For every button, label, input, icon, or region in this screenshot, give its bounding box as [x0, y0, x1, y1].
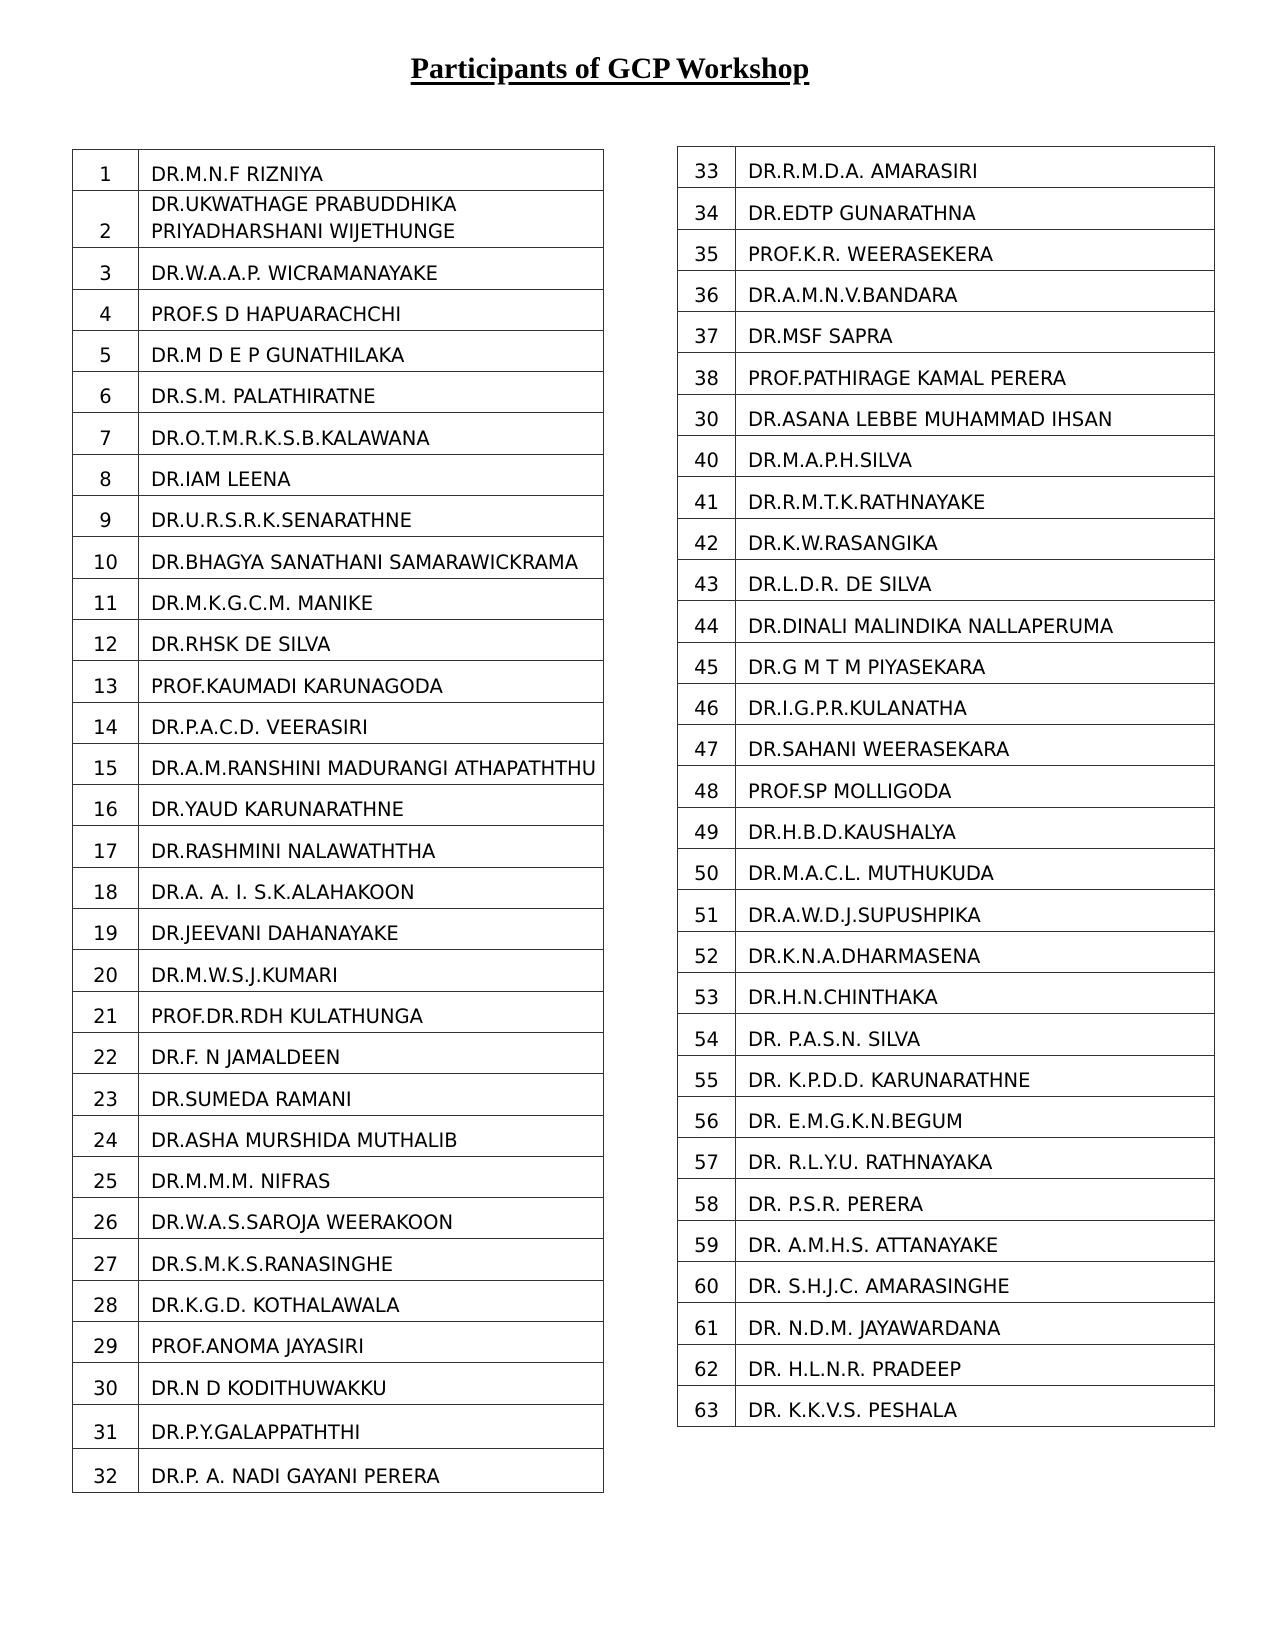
participants-table-left-body — [73, 150, 604, 1493]
participant-number: 30 — [678, 394, 736, 435]
participant-number: 62 — [678, 1344, 736, 1385]
participant-number: 21 — [73, 991, 139, 1032]
table-row — [678, 1344, 1215, 1385]
participant-number: 29 — [73, 1322, 139, 1363]
table-row — [73, 1363, 604, 1404]
participant-number: 8 — [73, 454, 139, 495]
participant-number: 44 — [678, 601, 736, 642]
participant-name: DR.MSF SAPRA — [736, 312, 1215, 353]
table-row — [73, 1322, 604, 1363]
participant-name: DR.ASHA MURSHIDA MUTHALIB — [139, 1115, 604, 1156]
table-row — [73, 413, 604, 454]
participant-name: DR. A.M.H.S. ATTANAYAKE — [736, 1220, 1215, 1261]
participant-name: DR.U.R.S.R.K.SENARATHNE — [139, 496, 604, 537]
participant-name: DR. R.L.Y.U. RATHNAYAKA — [736, 1138, 1215, 1179]
table-row — [678, 436, 1215, 477]
participant-number: 14 — [73, 702, 139, 743]
table-row — [73, 1074, 604, 1115]
participant-name: DR.M.A.P.H.SILVA — [736, 436, 1215, 477]
participant-number: 32 — [73, 1448, 139, 1492]
participant-name: DR.K.W.RASANGIKA — [736, 518, 1215, 559]
participant-name: DR.M.W.S.J.KUMARI — [139, 950, 604, 991]
participant-name: DR.M.N.F RIZNIYA — [139, 150, 604, 191]
participants-table-left — [72, 149, 604, 1493]
table-row — [73, 702, 604, 743]
table-row — [678, 270, 1215, 311]
table-row — [678, 229, 1215, 270]
participant-name: DR.G M T M PIYASEKARA — [736, 642, 1215, 683]
table-row — [678, 1014, 1215, 1055]
participant-number: 9 — [73, 496, 139, 537]
table-row — [678, 1262, 1215, 1303]
participant-number: 38 — [678, 353, 736, 394]
table-row — [73, 909, 604, 950]
table-row — [73, 785, 604, 826]
participant-name: DR.BHAGYA SANATHANI SAMARAWICKRAMA — [139, 537, 604, 578]
participant-name: DR.RASHMINI NALAWATHTHA — [139, 826, 604, 867]
participant-number: 11 — [73, 578, 139, 619]
table-row — [73, 289, 604, 330]
table-row — [678, 477, 1215, 518]
participant-name: DR.P.Y.GALAPPATHTHI — [139, 1404, 604, 1448]
table-row — [73, 1280, 604, 1321]
participant-number: 37 — [678, 312, 736, 353]
participant-name: DR.SUMEDA RAMANI — [139, 1074, 604, 1115]
participant-name: DR.A.M.N.V.BANDARA — [736, 270, 1215, 311]
participant-name: DR.EDTP GUNARATHNA — [736, 188, 1215, 229]
participant-number: 19 — [73, 909, 139, 950]
participant-number: 60 — [678, 1262, 736, 1303]
table-row — [73, 991, 604, 1032]
table-row — [73, 1032, 604, 1073]
participant-number: 52 — [678, 931, 736, 972]
participant-number: 48 — [678, 766, 736, 807]
table-row — [678, 890, 1215, 931]
participant-name: PROF.PATHIRAGE KAMAL PERERA — [736, 353, 1215, 394]
participant-number: 59 — [678, 1220, 736, 1261]
participant-name: DR. K.P.D.D. KARUNARATHNE — [736, 1055, 1215, 1096]
participant-number: 57 — [678, 1138, 736, 1179]
participant-number: 7 — [73, 413, 139, 454]
participant-number: 1 — [73, 150, 139, 191]
participant-name: DR.W.A.S.SAROJA WEERAKOON — [139, 1198, 604, 1239]
participant-name: DR.M D E P GUNATHILAKA — [139, 330, 604, 371]
table-row — [73, 1115, 604, 1156]
participant-name: DR.L.D.R. DE SILVA — [736, 559, 1215, 600]
participant-name: DR.R.M.T.K.RATHNAYAKE — [736, 477, 1215, 518]
participant-name: DR. N.D.M. JAYAWARDANA — [736, 1303, 1215, 1344]
page-title: Participants of GCP Workshop — [410, 52, 810, 85]
participant-number: 41 — [678, 477, 736, 518]
table-row — [678, 1385, 1215, 1426]
participant-name: DR.M.A.C.L. MUTHUKUDA — [736, 849, 1215, 890]
participant-name: PROF.ANOMA JAYASIRI — [139, 1322, 604, 1363]
table-row — [73, 537, 604, 578]
participant-number: 55 — [678, 1055, 736, 1096]
table-row — [73, 1198, 604, 1239]
participant-number: 24 — [73, 1115, 139, 1156]
participant-name: DR.H.B.D.KAUSHALYA — [736, 807, 1215, 848]
participant-name: DR.SAHANI WEERASEKARA — [736, 725, 1215, 766]
participant-number: 13 — [73, 661, 139, 702]
participant-number: 15 — [73, 743, 139, 784]
participant-number: 47 — [678, 725, 736, 766]
participant-name: PROF.SP MOLLIGODA — [736, 766, 1215, 807]
participant-name: DR. S.H.J.C. AMARASINGHE — [736, 1262, 1215, 1303]
table-row — [678, 725, 1215, 766]
participant-number: 46 — [678, 683, 736, 724]
table-row — [678, 972, 1215, 1013]
participant-name: DR.IAM LEENA — [139, 454, 604, 495]
participant-name: DR.JEEVANI DAHANAYAKE — [139, 909, 604, 950]
table-row — [73, 372, 604, 413]
participant-number: 54 — [678, 1014, 736, 1055]
table-row — [73, 150, 604, 191]
participant-name: PROF.S D HAPUARACHCHI — [139, 289, 604, 330]
participant-name: DR.DINALI MALINDIKA NALLAPERUMA — [736, 601, 1215, 642]
table-row — [678, 1055, 1215, 1096]
table-row — [678, 394, 1215, 435]
participant-number: 26 — [73, 1198, 139, 1239]
table-row — [73, 1156, 604, 1197]
participant-number: 18 — [73, 867, 139, 908]
participant-number: 50 — [678, 849, 736, 890]
participant-number: 16 — [73, 785, 139, 826]
participant-name: DR. P.S.R. PERERA — [736, 1179, 1215, 1220]
table-row — [678, 518, 1215, 559]
participant-number: 3 — [73, 248, 139, 289]
participant-number: 45 — [678, 642, 736, 683]
participant-number: 25 — [73, 1156, 139, 1197]
table-row — [73, 578, 604, 619]
table-row — [678, 642, 1215, 683]
participant-number: 20 — [73, 950, 139, 991]
table-row — [678, 312, 1215, 353]
participant-name: DR.S.M.K.S.RANASINGHE — [139, 1239, 604, 1280]
table-row — [73, 661, 604, 702]
participant-number: 63 — [678, 1385, 736, 1426]
participant-name: DR.K.G.D. KOTHALAWALA — [139, 1280, 604, 1321]
participant-number: 6 — [73, 372, 139, 413]
table-row — [73, 1404, 604, 1448]
participant-name: DR.A.M.RANSHINI MADURANGI ATHAPATHTHU — [139, 743, 604, 784]
participant-name: DR. H.L.N.R. PRADEEP — [736, 1344, 1215, 1385]
table-row — [73, 950, 604, 991]
participant-name: DR.N D KODITHUWAKKU — [139, 1363, 604, 1404]
table-row — [73, 867, 604, 908]
participant-name: PROF.K.R. WEERASEKERA — [736, 229, 1215, 270]
participant-number: 12 — [73, 619, 139, 660]
participant-name: DR.S.M. PALATHIRATNE — [139, 372, 604, 413]
participant-number: 23 — [73, 1074, 139, 1115]
participant-name: DR.M.K.G.C.M. MANIKE — [139, 578, 604, 619]
table-row — [678, 353, 1215, 394]
participant-name: DR. K.K.V.S. PESHALA — [736, 1385, 1215, 1426]
participant-number: 4 — [73, 289, 139, 330]
table-row — [73, 454, 604, 495]
participant-number: 5 — [73, 330, 139, 371]
participants-table-right-body — [678, 147, 1215, 1427]
table-row — [73, 191, 604, 248]
participant-number: 33 — [678, 147, 736, 188]
table-row — [73, 330, 604, 371]
table-row — [678, 1096, 1215, 1137]
participant-number: 53 — [678, 972, 736, 1013]
participant-number: 10 — [73, 537, 139, 578]
participant-number: 31 — [73, 1404, 139, 1448]
table-row — [678, 188, 1215, 229]
participant-number: 56 — [678, 1096, 736, 1137]
participant-name: DR.K.N.A.DHARMASENA — [736, 931, 1215, 972]
participant-number: 43 — [678, 559, 736, 600]
table-row — [678, 849, 1215, 890]
table-row — [678, 1220, 1215, 1261]
table-row — [678, 931, 1215, 972]
participant-name: DR.UKWATHAGE PRABUDDHIKA PRIYADHARSHANI WIJETHUNGE — [139, 191, 604, 248]
participant-number: 35 — [678, 229, 736, 270]
table-row — [73, 619, 604, 660]
participant-number: 51 — [678, 890, 736, 931]
table-row — [73, 743, 604, 784]
participant-number: 40 — [678, 436, 736, 477]
participant-number: 28 — [73, 1280, 139, 1321]
participant-number: 61 — [678, 1303, 736, 1344]
participant-number: 36 — [678, 270, 736, 311]
table-row — [73, 248, 604, 289]
participant-number: 34 — [678, 188, 736, 229]
participant-name: DR. P.A.S.N. SILVA — [736, 1014, 1215, 1055]
participant-name: DR.M.M.M. NIFRAS — [139, 1156, 604, 1197]
participant-name: DR.A.W.D.J.SUPUSHPIKA — [736, 890, 1215, 931]
table-row — [678, 1303, 1215, 1344]
table-row — [678, 1179, 1215, 1220]
participant-number: 17 — [73, 826, 139, 867]
participant-name: DR.RHSK DE SILVA — [139, 619, 604, 660]
table-row — [678, 601, 1215, 642]
participant-name: DR.W.A.A.P. WICRAMANAYAKE — [139, 248, 604, 289]
participant-name: DR.I.G.P.R.KULANATHA — [736, 683, 1215, 724]
participant-name: DR.F. N JAMALDEEN — [139, 1032, 604, 1073]
participant-name: DR. E.M.G.K.N.BEGUM — [736, 1096, 1215, 1137]
table-row — [678, 559, 1215, 600]
participant-number: 22 — [73, 1032, 139, 1073]
participant-name: DR.P. A. NADI GAYANI PERERA — [139, 1448, 604, 1492]
table-row — [678, 1138, 1215, 1179]
participant-number: 30 — [73, 1363, 139, 1404]
participant-number: 58 — [678, 1179, 736, 1220]
table-row — [73, 1448, 604, 1492]
participant-number: 27 — [73, 1239, 139, 1280]
participant-name: DR.A. A. I. S.K.ALAHAKOON — [139, 867, 604, 908]
table-row — [73, 826, 604, 867]
participant-name: DR.H.N.CHINTHAKA — [736, 972, 1215, 1013]
participant-name: DR.O.T.M.R.K.S.B.KALAWANA — [139, 413, 604, 454]
table-row — [678, 766, 1215, 807]
participant-name: PROF.DR.RDH KULATHUNGA — [139, 991, 604, 1032]
participants-table-right — [677, 146, 1215, 1427]
table-row — [678, 807, 1215, 848]
table-row — [678, 147, 1215, 188]
participant-name: DR.YAUD KARUNARATHNE — [139, 785, 604, 826]
table-row — [678, 683, 1215, 724]
participant-name: DR.P.A.C.D. VEERASIRI — [139, 702, 604, 743]
participant-number: 49 — [678, 807, 736, 848]
participant-name: DR.ASANA LEBBE MUHAMMAD IHSAN — [736, 394, 1215, 435]
table-row — [73, 496, 604, 537]
table-row — [73, 1239, 604, 1280]
participant-number: 42 — [678, 518, 736, 559]
participant-number: 2 — [73, 191, 139, 248]
participant-name: DR.R.M.D.A. AMARASIRI — [736, 147, 1215, 188]
participant-name: PROF.KAUMADI KARUNAGODA — [139, 661, 604, 702]
